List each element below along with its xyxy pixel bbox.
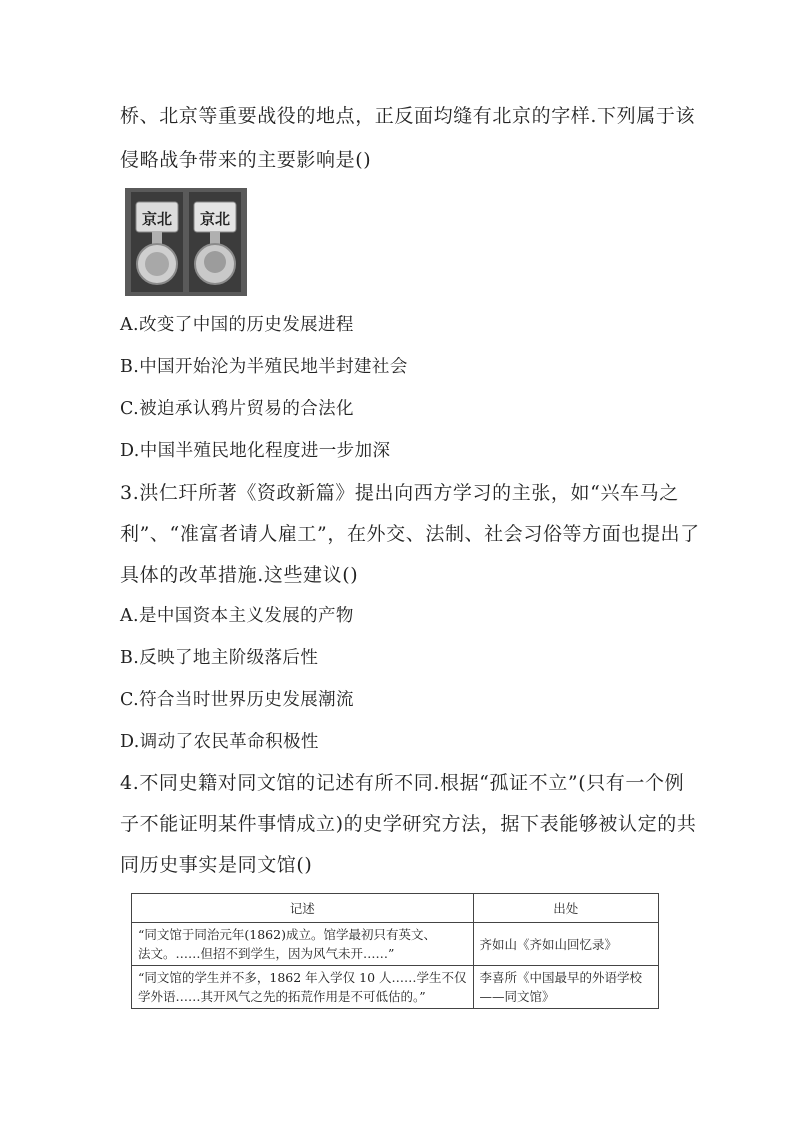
q2-option-a: A.改变了中国的历史发展进程 [120,315,354,335]
q3-text-line: 利”、“准富者请人雇工”，在外交、法制、社会习俗等方面也提出了 [120,523,700,545]
q4-text-line: 4.不同史籍对同文馆的记述有所不同.根据“孤证不立”(只有一个例 [120,772,685,794]
header-source: 出处 [473,894,658,923]
table-row [132,923,659,966]
medal-left-label: 京北 [141,210,173,228]
row-source: 李喜所《中国最早的外语学校 ——同文馆》 [473,966,658,1009]
q4-text-line: 同历史事实是同文馆() [120,854,313,876]
table-header-row [132,894,659,923]
q3-option-b: B.反映了地主阶级落后性 [120,648,319,668]
row-source: 齐如山《齐如山回忆录》 [473,923,658,966]
records-table [131,893,659,1009]
medal-right [189,192,241,292]
medals-photo [125,188,247,296]
q2-option-c: C.被迫承认鸦片贸易的合法化 [120,399,354,419]
q3-option-c: C.符合当时世界历史发展潮流 [120,690,354,710]
q3-option-a: A.是中国资本主义发展的产物 [120,606,354,626]
header-description: 记述 [132,894,474,923]
q4-text-line: 子不能证明某件事情成立)的史学研究方法，据下表能够被认定的共 [120,813,697,835]
q2-option-b: B.中国开始沦为半殖民地半封建社会 [120,357,408,377]
row-description: “同文馆于同治元年(1862)成立。馆学最初只有英文、 法文。……但招不到学生，因为风气未开……” [132,923,474,966]
text-line: 桥、北京等重要战役的地点，正反面均缝有北京的字样.下列属于该 [120,105,696,127]
table-row [132,966,659,1009]
q3-text-line: 3.洪仁玕所著《资政新篇》提出向西方学习的主张，如“兴车马之 [120,482,679,504]
medal-right-label: 京北 [199,210,231,228]
q3-text-line: 具体的改革措施.这些建议() [120,564,359,586]
medal-left [131,192,183,292]
row-description: “同文馆的学生并不多，1862 年入学仅 10 人……学生不仅 学外语……其开风气之先的拓荒作用是不可低估的。” [132,966,474,1009]
q3-option-d: D.调动了农民革命积极性 [120,732,319,752]
q2-option-d: D.中国半殖民地化程度进一步加深 [120,441,391,461]
text-line: 侵略战争带来的主要影响是() [120,149,372,171]
